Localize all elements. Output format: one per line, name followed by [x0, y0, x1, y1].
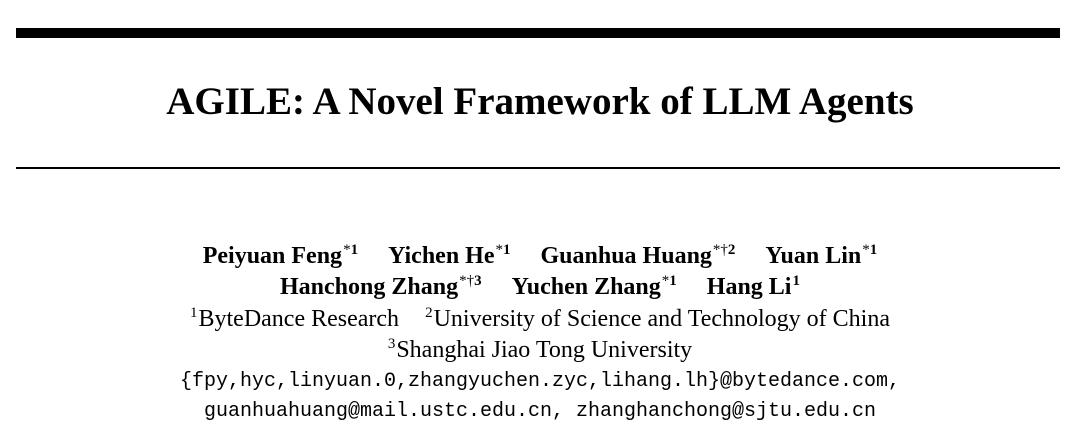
author: Yuan Lin$^{*1}$	[765, 242, 878, 269]
author: Hang Li$^1$	[706, 273, 800, 300]
affiliation: $^1$ByteDance Research	[189, 305, 400, 332]
email-line-1: {fpy,hyc,linyuan.0,zhangyuchen.zyc,lihang.lh}@bytedance.com,	[179, 370, 901, 393]
email-line-2: guanhuahuang@mail.ustc.edu.cn, zhanghanchong@sjtu.edu.cn	[203, 400, 877, 423]
author-line-2	[0, 272, 1080, 302]
affiliation: $^3$Shanghai Jiao Tong University	[387, 336, 693, 363]
author-line-1	[0, 241, 1080, 271]
affiliation-line-1	[0, 304, 1080, 334]
author: Yichen He$^{*1}$	[388, 242, 511, 269]
affiliation: $^2$University of Science and Technology of China	[425, 305, 890, 332]
author: Guanhua Huang$^{*\dagger 2}$	[540, 242, 736, 269]
author: Peiyuan Feng$^{*1}$	[202, 242, 359, 269]
paper-title: AGILE: A Novel Framework of LLM Agents	[166, 80, 914, 123]
top-rule	[16, 28, 1060, 38]
bottom-rule	[16, 167, 1060, 169]
author: Yuchen Zhang$^{*1}$	[511, 273, 677, 300]
affiliation-line-2	[0, 335, 1080, 365]
author: Hanchong Zhang$^{*\dagger 3}$	[280, 273, 482, 300]
